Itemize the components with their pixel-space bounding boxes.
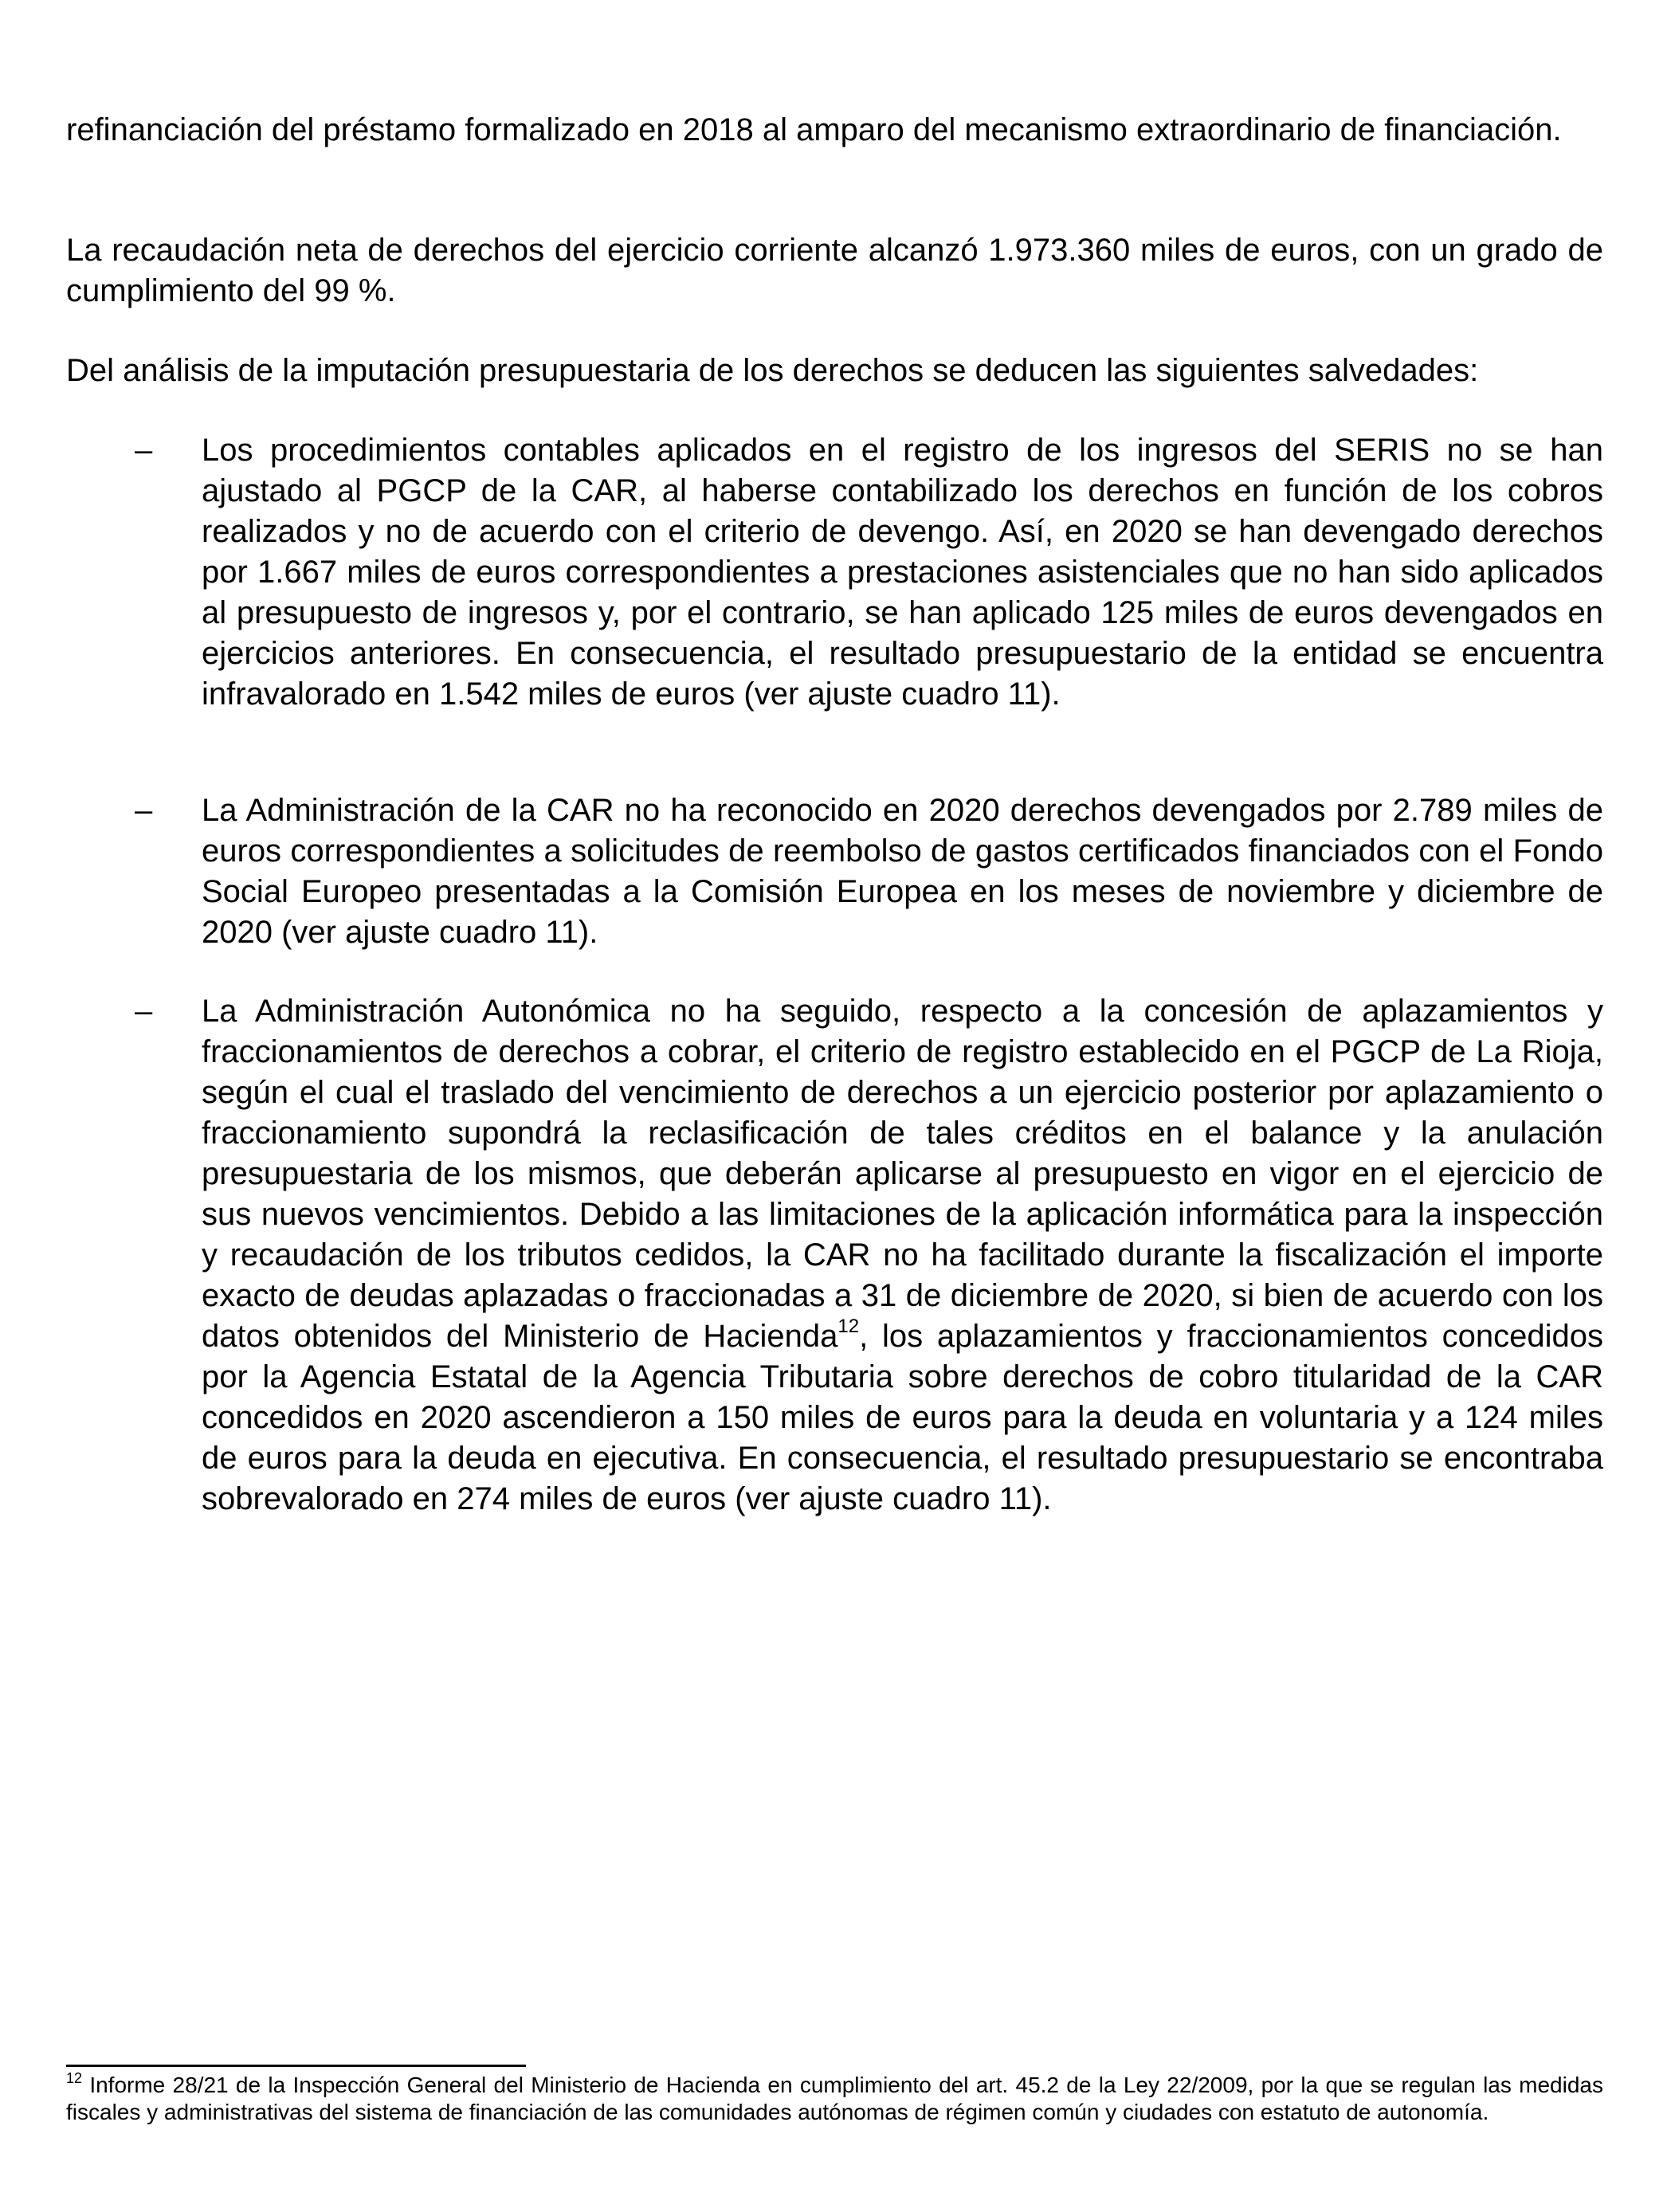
footnote-divider [66, 2065, 526, 2067]
footnote-text: Informe 28/21 de la Inspección General del Ministerio de Hacienda en cumplimiento del art. 45.2 de la Ley 22/2009, por la que se regulan las medidas fiscales y administrativas del sistema de financiación de las comunidades autónomas de régimen común y ciudades con estatuto de autonomía. [66, 2073, 1603, 2124]
paragraph-recaudacion: La recaudación neta de derechos del ejercicio corriente alcanzó 1.973.360 miles de euros, con un grado de cumplimiento del 99 %. [66, 233, 1603, 308]
dash-bullet-icon: – [135, 994, 153, 1029]
dash-bullet-icon: – [135, 793, 153, 828]
paragraph-salvedades-intro: Del análisis de la imputación presupuestaria de los derechos se deducen las siguientes salvedades: [66, 353, 1479, 388]
footnote-number: 12 [66, 2069, 83, 2086]
paragraph-refinanciacion: refinanciación del préstamo formalizado en 2018 al amparo del mecanismo extraordinario de financiación. [66, 112, 1562, 147]
footnote [66, 2069, 1603, 2126]
bullet-text-fse: La Administración de la CAR no ha reconocido en 2020 derechos devengados por 2.789 miles de euros correspondientes a solicitudes de reembolso de gastos certificados financiados con el Fondo Social Europeo presentadas a la Comisión Europea en los meses de noviembre y diciembre de 2020 (ver ajuste cuadro 11). [202, 793, 1603, 950]
footnote-reference[interactable]: 12 [837, 1315, 860, 1337]
bullet-text-seris: Los procedimientos contables aplicados en el registro de los ingresos del SERIS no se han ajustado al PGCP de la CAR, al haberse contabilizado los derechos en función de los cobros realizados y no de acuerdo con el criterio de devengo. Así, en 2020 se han devengado derechos por 1.667 miles de euros correspondientes a prestaciones asistenciales que no han sido aplicados al presupuesto de ingresos y, por el contrario, se han aplicado 125 miles de euros devengados en ejercicios anteriores. En consecuencia, el resultado presupuestario de la entidad se encuentra infravalorado en 1.542 miles de euros (ver ajuste cuadro 11). [202, 433, 1603, 712]
bullet-text-aplazamientos-part2: , los aplazamientos y fraccionamientos concedidos por la Agencia Estatal de la Agencia Tributaria sobre derechos de cobro titularidad de la CAR concedidos en 2020 ascendieron a 150 miles de euros para la deuda en voluntaria y a 124 miles de euros para la deuda en ejecutiva. En consecuencia, el resultado presupuestario se encontraba sobrevalorado en 274 miles de euros (ver ajuste cuadro 11). [202, 1319, 1604, 1516]
bullet-text-aplazamientos-part1: La Administración Autonómica no ha seguido, respecto a la concesión de aplazamientos y fraccionamientos de derechos a cobrar, el criterio de registro establecido en el PGCP de La Rioja, según el cual el traslado del vencimiento de derechos a un ejercicio posterior por aplazamiento o fraccionamiento supondrá la reclasificación de tales créditos en el balance y la anulación presupuestaria de los mismos, que deberán aplicarse al presupuesto en vigor en el ejercicio de sus nuevos vencimientos. Debido a las limitaciones de la aplicación informática para la inspección y recaudación de los tributos cedidos, la CAR no ha facilitado durante la fiscalización el importe exacto de deudas aplazadas o fraccionadas a 31 de diciembre de 2020, si bien de acuerdo con los datos obtenidos del Ministerio de Hacienda [202, 994, 1603, 1354]
bullet-text-aplazamientos [202, 991, 1603, 1520]
dash-bullet-icon: – [135, 433, 153, 468]
